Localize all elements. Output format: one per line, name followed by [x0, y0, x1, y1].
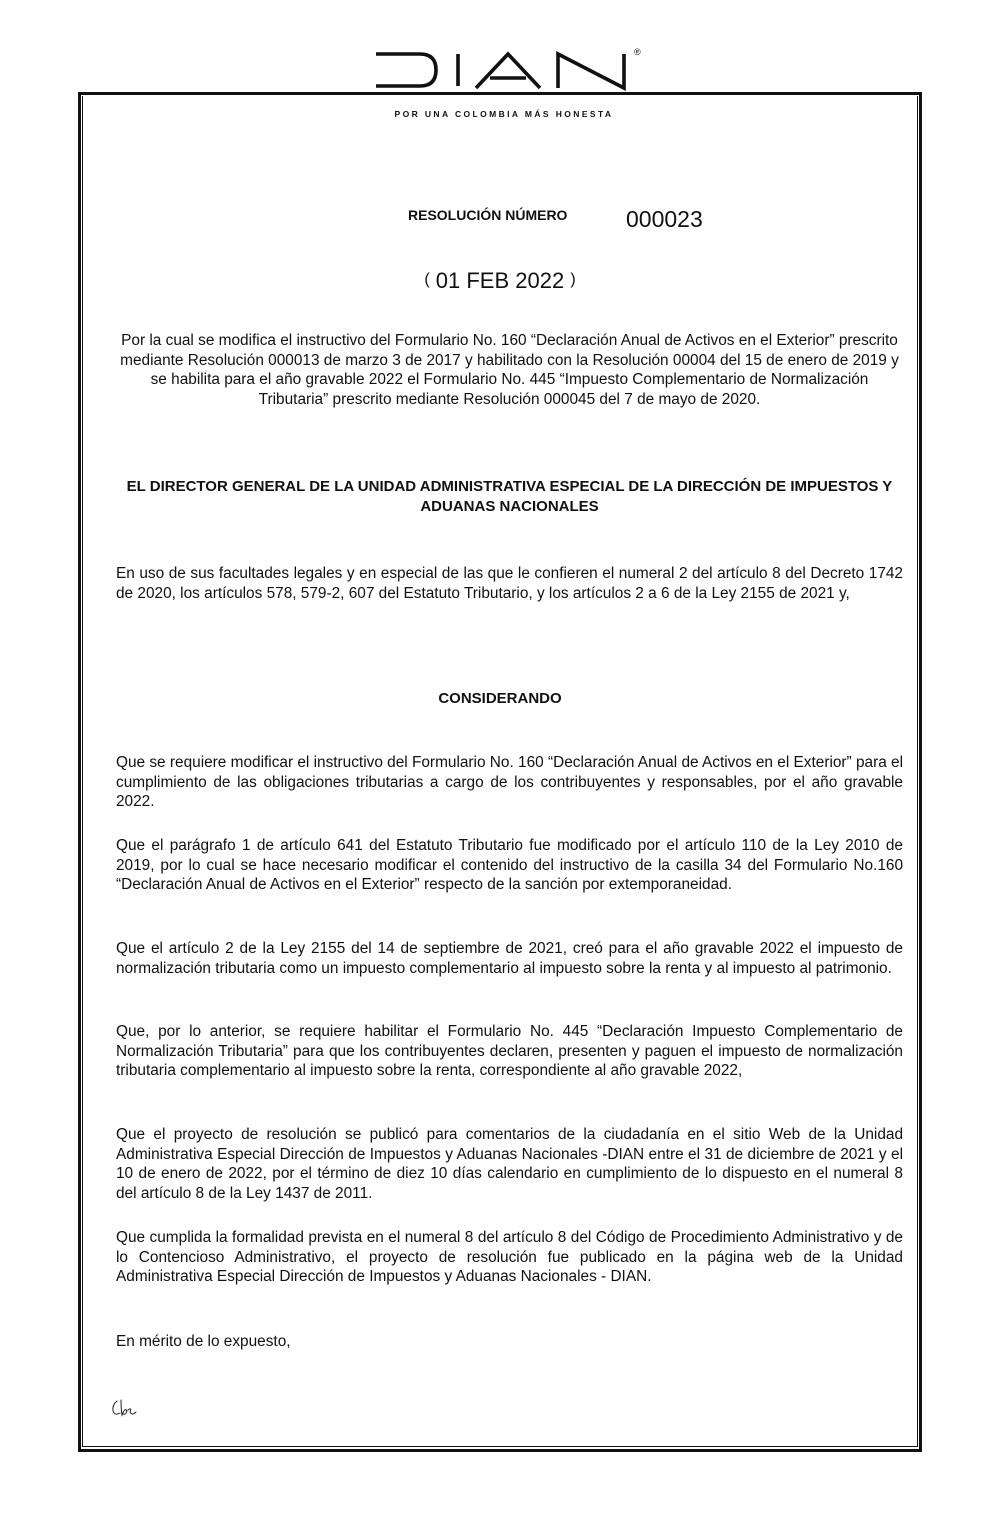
resolution-label: RESOLUCIÓN NÚMERO — [408, 207, 568, 223]
date-close-paren: ) — [570, 271, 576, 288]
considerando-paragraph: Que cumplida la formalidad prevista en el numeral 8 del artículo 8 del Código de Procedimiento Administrativo y de lo Contencioso Administrativo, el proyecto de resolución fue publicado en la página web de la Unidad Administrativa Especial Dirección de Impuestos y Aduanas Nacionales - DIAN. — [116, 1229, 903, 1286]
resolution-number: 000023 — [626, 206, 703, 232]
logo-tagline: POR UNA COLOMBIA MÁS HONESTA — [394, 109, 614, 119]
merito-paragraph: En mérito de lo expuesto, — [116, 1333, 291, 1350]
facultades-paragraph: En uso de sus facultades legales y en especial de las que le confieren el numeral 2 del artículo 8 del Decreto 1742 de 2020, los artículos 578, 579-2, 607 del Estatuto Tributario, y los artículos 2 a 6 de la Ley 2155 de 2021 y, — [116, 565, 903, 602]
sumilla-paragraph: Por la cual se modifica el instructivo del Formulario No. 160 “Declaración Anual de Activos en el Exterior” prescrito mediante Resolución 000013 de marzo 3 de 2017 y habilitado con la Resolución 00004 del 15 de enero de 2019 y se habilita para el año gravable 2022 el Formulario No. 445 “Impuesto Complementario de Normalización Tributaria” prescrito mediante Resolución 000045 del 7 de mayo de 2020. — [120, 332, 899, 408]
dian-logo — [372, 48, 636, 92]
considerando-paragraph: Que se requiere modificar el instructivo del Formulario No. 160 “Declaración Anual de Activos en el Exterior” para el cumplimiento de las obligaciones tributarias a cargo de los contribuyentes y responsables, por el año gravable 2022. — [116, 754, 904, 811]
considerando-paragraph: Que el artículo 2 de la Ley 2155 del 14 de septiembre de 2021, creó para el año gravable 2022 el impuesto de normalización tributaria como un impuesto complementario al impuesto sobre la renta y al impuesto al patrimonio. — [116, 940, 903, 977]
considerando-paragraph: Que el proyecto de resolución se publicó para comentarios de la ciudadanía en el sitio Web de la Unidad Administrativa Especial Dirección de Impuestos y Aduanas Nacionales -DIAN entre el 31 de diciembre de 2021 y el 10 de enero de 2022, por el término de diez 10 días calendario en cumplimiento de lo dispuesto en el numeral 8 del artículo 8 de la Ley 1437 de 2011. — [116, 1126, 903, 1202]
handwritten-initials — [110, 1397, 138, 1421]
resolution-date — [0, 268, 1000, 294]
director-heading: EL DIRECTOR GENERAL DE LA UNIDAD ADMINISTRATIVA ESPECIAL DE LA DIRECCIÓN DE IMPUESTOS Y ADUANAS NACIONALES — [126, 478, 893, 515]
date-value: 01 FEB 2022 — [435, 268, 565, 293]
registered-mark: ® — [634, 47, 641, 57]
considerando-heading: CONSIDERANDO — [438, 690, 562, 707]
date-open-paren: ( — [424, 271, 430, 288]
considerando-paragraph: Que, por lo anterior, se requiere habilitar el Formulario No. 445 “Declaración Impuesto Complementario de Normalización Tributaria” para que los contribuyentes declaren, presenten y paguen el impuesto de normalización tributaria complementario al impuesto sobre la renta, correspondiente al año gravable 2022, — [116, 1023, 903, 1080]
considerando-paragraph: Que el parágrafo 1 de artículo 641 del Estatuto Tributario fue modificado por el artículo 110 de la Ley 2010 de 2019, por lo cual se hace necesario modificar el contenido del instructivo de la casilla 34 del Formulario No.160 “Declaración Anual de Activos en el Exterior” respecto de la sanción por extemporaneidad. — [116, 837, 903, 894]
